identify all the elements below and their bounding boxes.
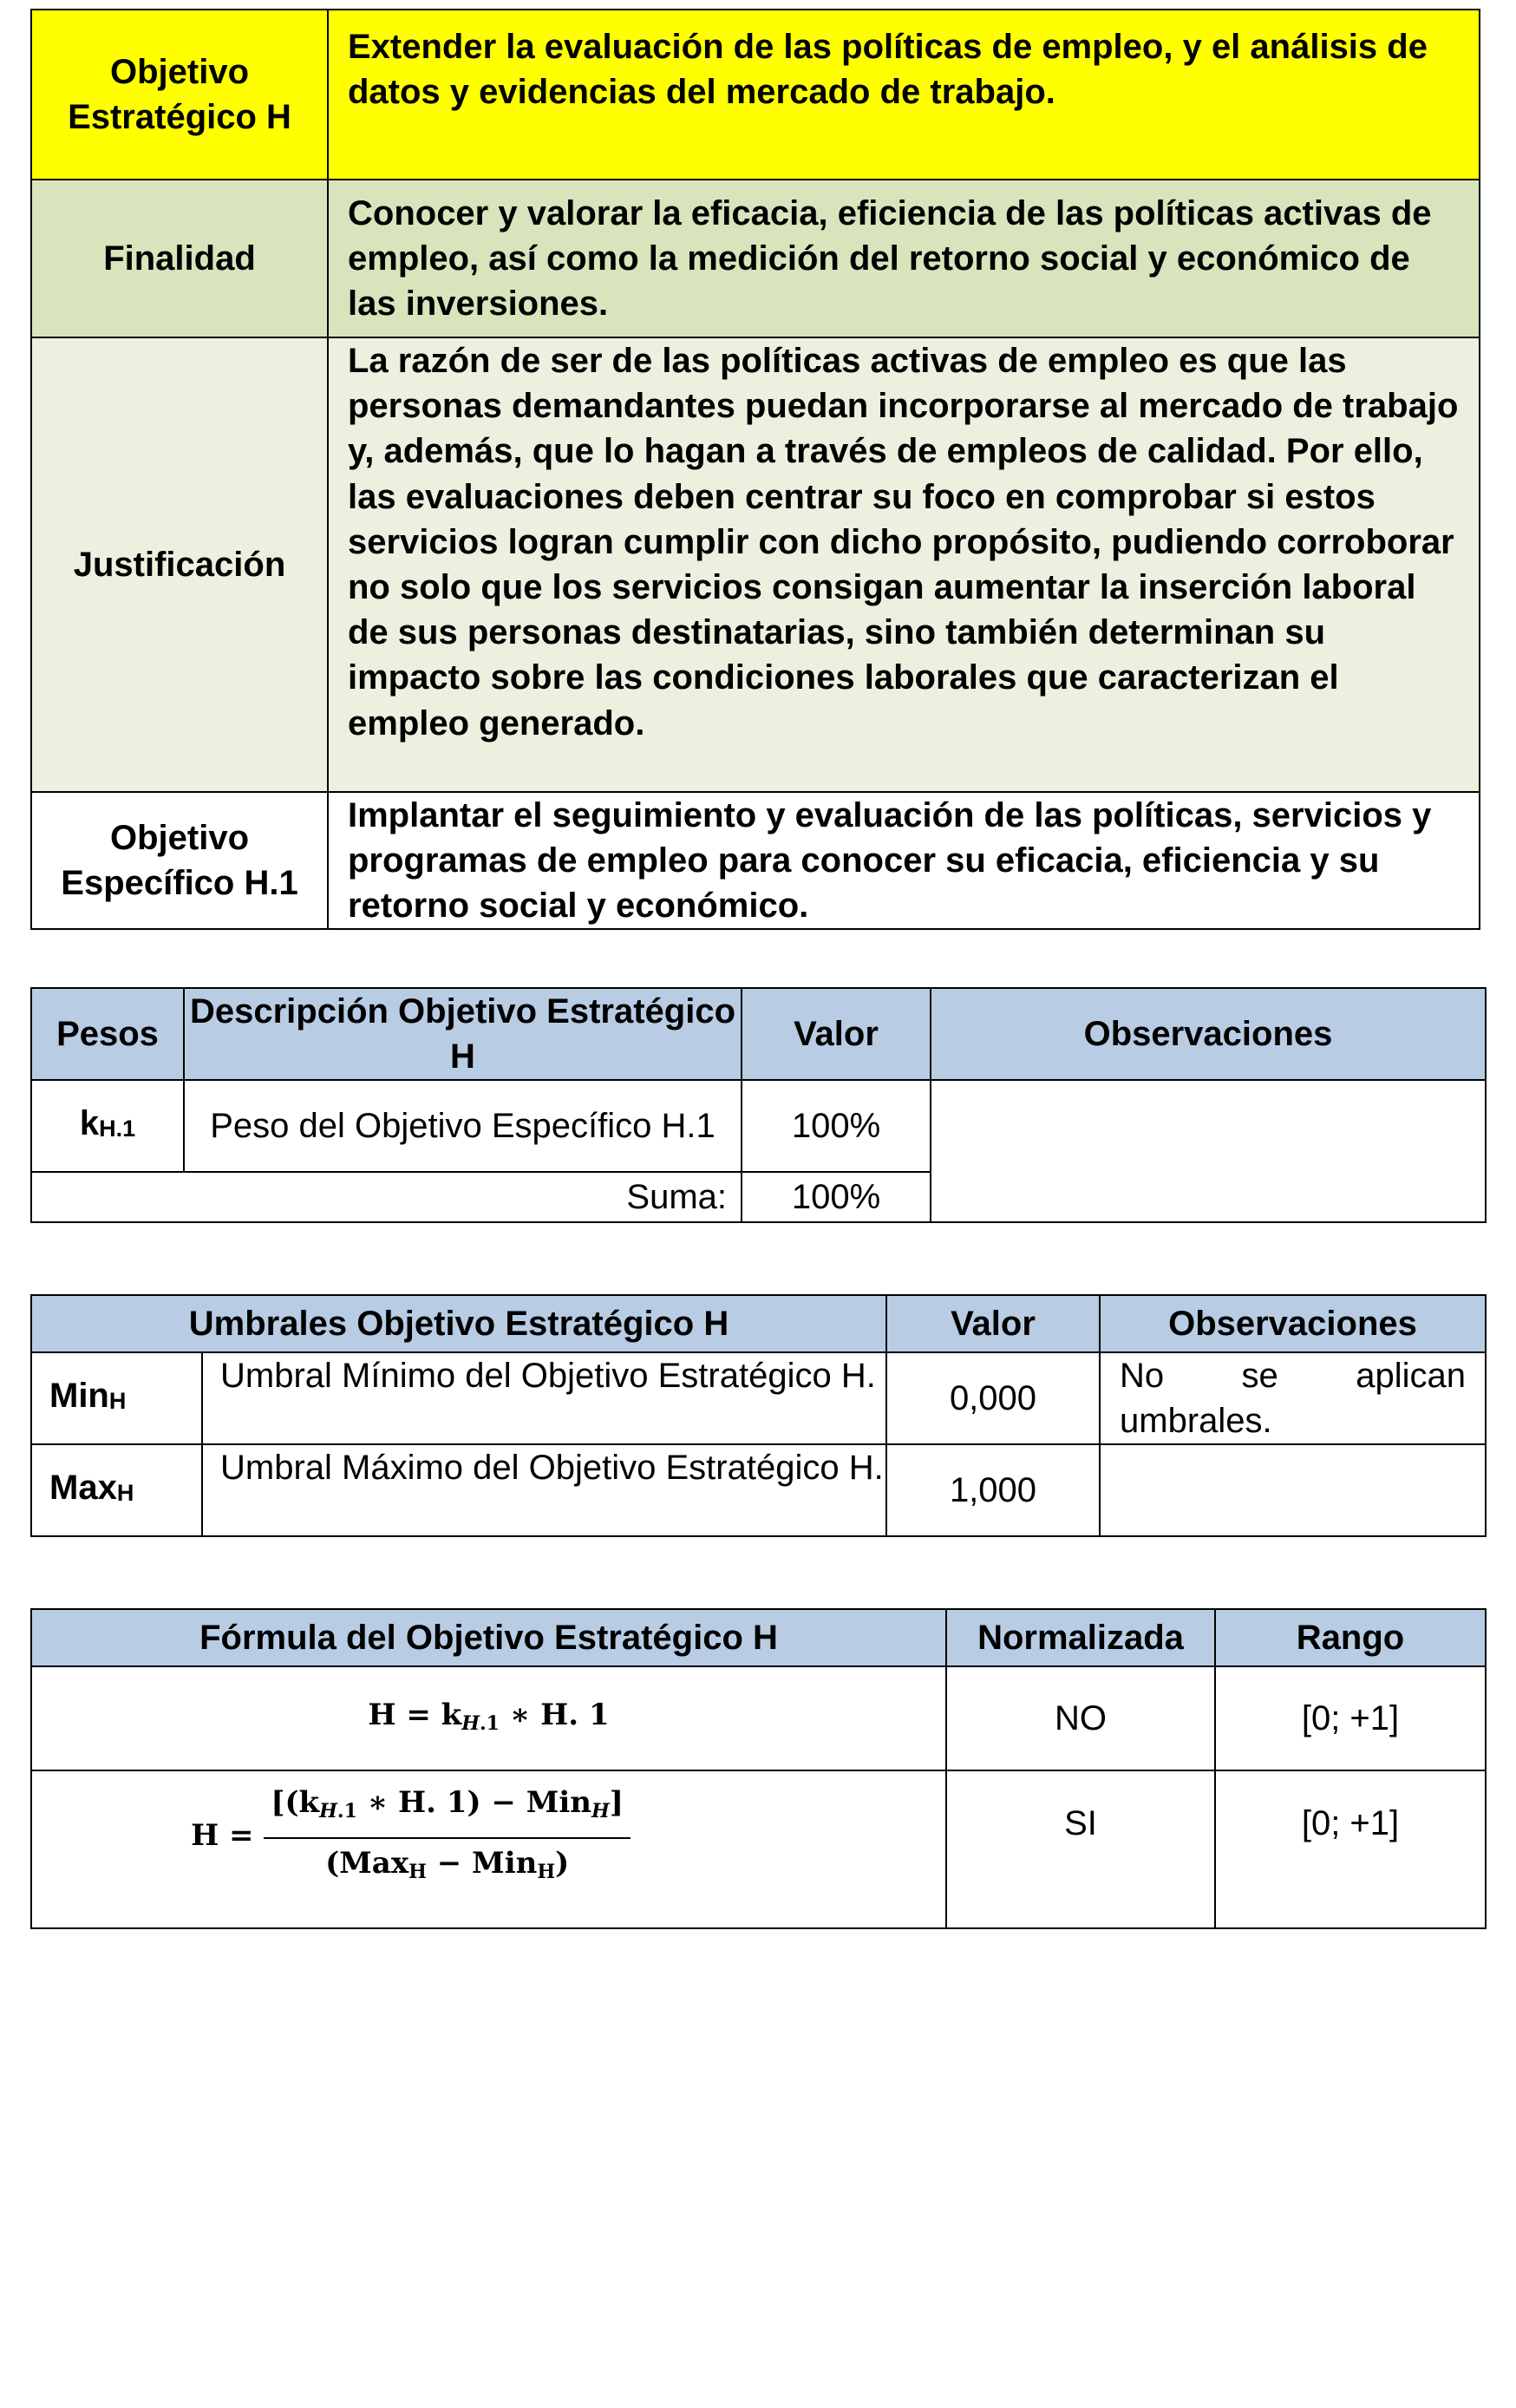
thresholds-header-value: Valor [886,1295,1100,1352]
formula-plain [31,1666,946,1770]
weights-table [30,987,1487,1223]
justification-row [31,337,1480,792]
specific-objective-row [31,792,1480,929]
min-symbol-main: Min [49,1377,109,1415]
thresholds-header-observations: Observaciones [1100,1295,1486,1352]
sum-label: Suma: [31,1172,742,1222]
formula-normalized-range: [0; +1] [1215,1770,1486,1928]
min-threshold-description: Umbral Mínimo del Objetivo Estratégico H. [202,1352,886,1444]
formula-header-range: Rango [1215,1609,1486,1666]
strategic-objective-table [30,9,1480,930]
min-threshold-value: 0,000 [886,1352,1100,1444]
justification-label: Justificación [31,337,328,792]
specific-objective-text: Implantar el seguimiento y evaluación de las políticas, servicios y programas de empleo para conocer su eficacia, eficiencia y su retorno social y económico. [328,792,1480,929]
table-row [31,1080,1486,1172]
table-row [31,1770,1486,1928]
thresholds-header-row [31,1295,1486,1352]
specific-objective-label: Objetivo Específico H.1 [31,792,328,929]
objective-row [31,10,1480,180]
weight-observations [931,1080,1486,1222]
finality-label: Finalidad [31,180,328,337]
justification-text: La razón de ser de las políticas activas de empleo es que las personas demandantes puedan incorporarse al mercado de trabajo y, además, que lo hagan a través de empleos de calidad. Por ello, las evaluaciones deben centrar su foco en comprobar si estos servicios logran cumplir con dicho propósito, pudiendo corroborar no solo que los servicios consigan aumentar la inserción laboral de sus personas destinatarias, sino también determinan su impacto sobre las condiciones laborales que caracterizan el empleo generado. [328,337,1480,792]
sum-value: 100% [742,1172,931,1222]
weight-symbol-main: k [79,1104,100,1142]
finality-row [31,180,1480,337]
formula-normalized-expression: H = $\frac{[(k_{H.1} ∗ H. 1) - Min_H]}{(Max_H - Min_H)}$ [191,1818,631,1853]
max-threshold-value: 1,000 [886,1444,1100,1536]
objective-label: Objetivo Estratégico H [31,10,328,180]
formula-plain-normalized: NO [946,1666,1215,1770]
max-symbol-main: Max [49,1469,117,1507]
formula-plain-expression: $H = k_{H.1}$ ∗ H. 1 [368,1698,610,1735]
formula-normalized [31,1770,946,1928]
weights-header-description: Descripción Objetivo Estratégico H [184,988,742,1080]
max-threshold-description: Umbral Máximo del Objetivo Estratégico H. [202,1444,886,1536]
formula-header-normalized: Normalizada [946,1609,1215,1666]
formula-header-row [31,1609,1486,1666]
thresholds-table [30,1294,1487,1537]
weights-header-value: Valor [742,988,931,1080]
weights-header-row [31,988,1486,1080]
max-threshold-symbol [31,1444,202,1536]
weight-symbol-sub: H.1 [99,1116,136,1142]
min-threshold-observations: No se aplican umbrales. [1100,1352,1486,1444]
finality-text: Conocer y valorar la eficacia, eficiencia de las políticas activas de empleo, así como la medición del retorno social y económico de las inversiones. [328,180,1480,337]
weight-symbol [31,1080,184,1172]
max-threshold-observations [1100,1444,1486,1536]
formula-plain-range: [0; +1] [1215,1666,1486,1770]
formula-normalized-normalized: SI [946,1770,1215,1928]
formula-denominator: (Max$_H$ − Min$_H$) [325,1846,570,1883]
thresholds-header-title: Umbrales Objetivo Estratégico H [31,1295,886,1352]
min-symbol-sub: H [108,1388,127,1414]
formula-numerator: [($k_{H.1}$ ∗ H. 1) − Min$_H$] [264,1780,631,1839]
table-row [31,1352,1486,1444]
weights-header-observations: Observaciones [931,988,1486,1080]
formula-table [30,1608,1487,1929]
objective-text: Extender la evaluación de las políticas de empleo, y el análisis de datos y evidencias del mercado de trabajo. [328,10,1480,180]
formula-fraction [264,1780,631,1894]
max-symbol-sub: H [116,1480,134,1506]
table-row [31,1666,1486,1770]
table-row [31,1444,1486,1536]
weight-description: Peso del Objetivo Específico H.1 [184,1080,742,1172]
formula-header-title: Fórmula del Objetivo Estratégico H [31,1609,946,1666]
min-threshold-symbol [31,1352,202,1444]
weight-value: 100% [742,1080,931,1172]
weights-header-pesos: Pesos [31,988,184,1080]
